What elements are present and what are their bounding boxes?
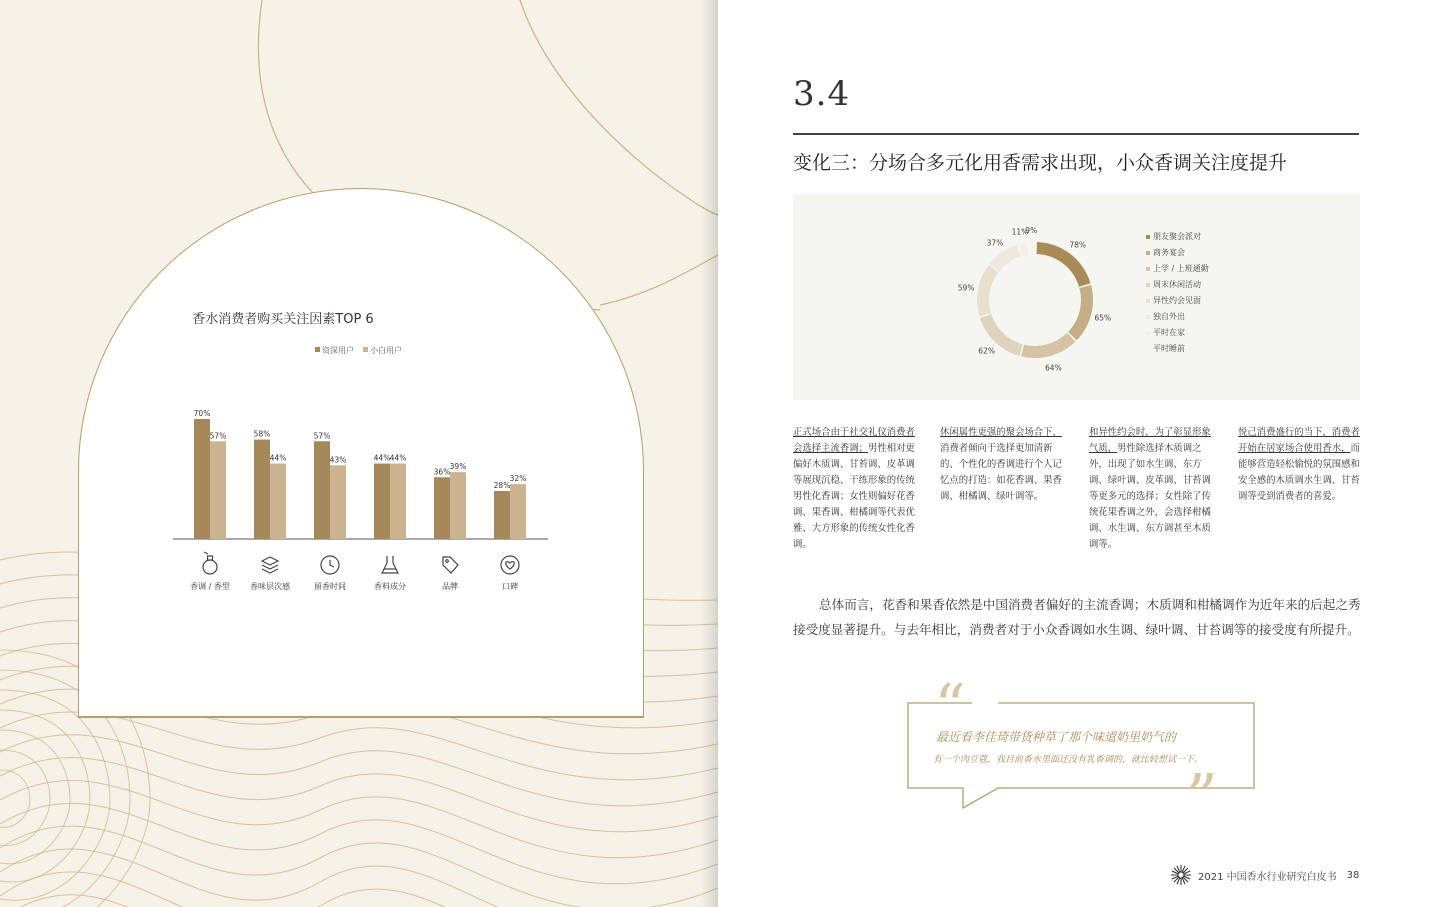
donut-data-label: 64% [1045, 363, 1062, 373]
section-number: 3.4 [793, 74, 851, 114]
column-body: 男性除选择木质调之外，出现了如水生调、东方调、绿叶调、皮革调、甘苔调等更多元的选择；女性除了传统花果香调之外，会选择柑橘调、水生调、东方调甚至木质调等。 [1089, 443, 1211, 550]
contour-line [0, 872, 718, 907]
bar-series-1 [374, 464, 390, 539]
chart-legend [315, 345, 402, 355]
bar-data-label: 57% [209, 431, 227, 441]
book-spine-shadow [700, 0, 718, 907]
heading-rule [793, 133, 1359, 135]
bar-series-1 [254, 440, 270, 539]
bar-data-label: 70% [193, 409, 211, 418]
donut-data-label: 11% [1011, 227, 1029, 237]
text-column-2 [940, 425, 1062, 505]
chart-title: 香水消费者购买关注因素TOP 6 [192, 312, 374, 327]
page-number: 38 [1346, 869, 1360, 881]
donut-slice [1021, 333, 1075, 358]
bar-chart [78, 188, 644, 718]
bar-data-label: 36% [433, 467, 451, 477]
donut-slice [977, 265, 998, 316]
bar-series-2 [510, 484, 526, 539]
contour-line [0, 710, 90, 882]
donut-slice [1068, 285, 1093, 340]
quote-line-2: 有一个肉豆蔻，我目前香水里面还没有乳香调的，就比较想试一下。 [933, 755, 1204, 765]
legend-label: 商务宴会 [1153, 248, 1185, 257]
tag-icon [443, 557, 458, 573]
bar-series-1 [494, 491, 510, 539]
category-label: 香料成分 [374, 582, 406, 591]
category-label: 口碑 [502, 582, 518, 591]
legend-label: 周末休闲活动 [1153, 280, 1201, 289]
summary-line-1: 总体而言，花香和果香依然是中国消费者偏好的主流香调；木质调和柑橘调作为近年来的后起之秀 [819, 597, 1361, 612]
category-label: 香味层次感 [250, 582, 290, 591]
section-heading: 变化三：分场合多元化用香需求出现，小众香调关注度提升 [793, 152, 1288, 174]
bar-data-label: 32% [509, 474, 527, 484]
footer-title: 2021 中国香水行业研究白皮书 [1198, 871, 1337, 883]
contour-line [0, 730, 70, 864]
summary-paragraph [793, 592, 1363, 642]
donut-chart [793, 194, 1360, 400]
legend-swatch [1146, 267, 1150, 271]
bar-series-1 [194, 419, 210, 539]
category-label: 品牌 [442, 582, 458, 591]
bar-data-label: 44% [389, 453, 407, 463]
heart-badge-icon [501, 556, 519, 574]
bar-series-2 [330, 465, 346, 539]
legend-swatch [1146, 315, 1150, 319]
bar-series-2 [210, 441, 226, 539]
legend-label-series-1: 资深用户 [322, 346, 354, 355]
column-body: 男性相对更偏好木质调、甘苔调、皮革调等展现沉稳、干练形象的传统男性化香调；女性则偏好花香调、果香调、柑橘调等代表优雅、大方形象的传统女性化香调。 [793, 443, 915, 550]
contour-line [0, 712, 718, 780]
legend-swatch [1146, 251, 1150, 255]
contour-line [0, 735, 718, 806]
summary-line-2: 接受度显著提升。与去年相比，消费者对于小众香调如水生调、绿叶调、甘苔调等的接受度有所提升。 [793, 622, 1360, 637]
legend-swatch-series-2 [363, 347, 368, 352]
text-column-3 [1089, 425, 1211, 553]
legend-label: 上学 / 上班通勤 [1153, 264, 1209, 273]
legend-label: 平时睡前 [1153, 344, 1185, 353]
bar-series-1 [434, 477, 450, 539]
column-body: 而能够营造轻松愉悦的氛围感和安全感的木质调水生调、甘苔调等受到消费者的喜爱。 [1238, 443, 1360, 502]
text-column-4 [1238, 425, 1360, 505]
bar-data-label: 44% [373, 453, 391, 463]
flask-icon [382, 556, 398, 573]
donut-data-label: 37% [986, 238, 1004, 248]
category-label: 香调 / 香型 [190, 582, 230, 591]
legend-swatch-series-1 [315, 347, 320, 352]
bar-data-label: 39% [449, 462, 467, 472]
bar-series-2 [450, 472, 466, 539]
page-footer [1170, 864, 1359, 886]
contour-line [0, 750, 50, 846]
contour-line [0, 803, 718, 884]
speech-bubble [890, 680, 1290, 815]
donut-slice [990, 245, 1021, 271]
category-label: 留香时间 [314, 582, 346, 591]
bar-series-1 [314, 441, 330, 539]
donut-chart-panel [793, 194, 1360, 400]
column-lead: 悦己消费盛行的当下，消费者开始在居家场合使用香水， [1238, 427, 1360, 454]
legend-swatch [1146, 299, 1150, 303]
donut-data-label: 9% [1025, 226, 1038, 236]
bar-series-2 [390, 464, 406, 539]
open-quote-icon: “ [934, 680, 966, 743]
quote-line-1: 最近看李佳琦带货种草了那个味道奶里奶气的 [936, 730, 1177, 744]
right-page [718, 0, 1436, 907]
bar-series-2 [270, 464, 286, 539]
legend-label-series-2: 小白用户 [370, 346, 402, 355]
donut-data-label: 59% [957, 283, 975, 293]
close-quote-icon: ” [1186, 760, 1218, 815]
bar-data-label: 43% [329, 455, 347, 465]
column-body: 消费者倾向于选择更加清新的、个性化的香调进行个人记忆点的打造：如花香调、果香调、柑橘调、绿叶调等。 [940, 443, 1062, 502]
donut-data-label: 62% [978, 346, 995, 356]
text-column-1 [793, 425, 915, 553]
bar-data-label: 28% [493, 481, 511, 490]
bar-data-label: 57% [313, 431, 331, 441]
perfume-bottle-icon [203, 552, 217, 574]
legend-swatch [1146, 283, 1150, 287]
column-lead: 正式场合由于社交礼仪消费者会选择主流香调； [793, 427, 915, 454]
donut-data-label: 78% [1069, 240, 1087, 250]
legend-label: 异性约会见面 [1153, 296, 1201, 305]
legend-swatch [1146, 347, 1150, 351]
contour-line [520, 0, 718, 215]
donut-data-label: 65% [1094, 313, 1112, 323]
legend-label: 独自外出 [1153, 312, 1185, 321]
legend-swatch [1146, 331, 1150, 335]
sunburst-logo-icon [1170, 864, 1192, 886]
bar-data-label: 58% [253, 429, 271, 439]
donut-slice [1029, 242, 1036, 254]
legend-label: 平时在家 [1153, 328, 1185, 337]
donut-slice [1018, 243, 1028, 256]
column-lead: 和异性约会时，为了彰显形象气质， [1089, 427, 1211, 454]
clock-icon [321, 556, 339, 574]
bar-data-label: 44% [269, 453, 287, 463]
legend-swatch [1146, 235, 1150, 239]
layers-icon [262, 557, 278, 573]
contour-line [0, 770, 30, 827]
column-lead: 休闲属性更强的聚会场合下， [940, 427, 1062, 438]
legend-label: 朋友聚会派对 [1153, 232, 1201, 241]
